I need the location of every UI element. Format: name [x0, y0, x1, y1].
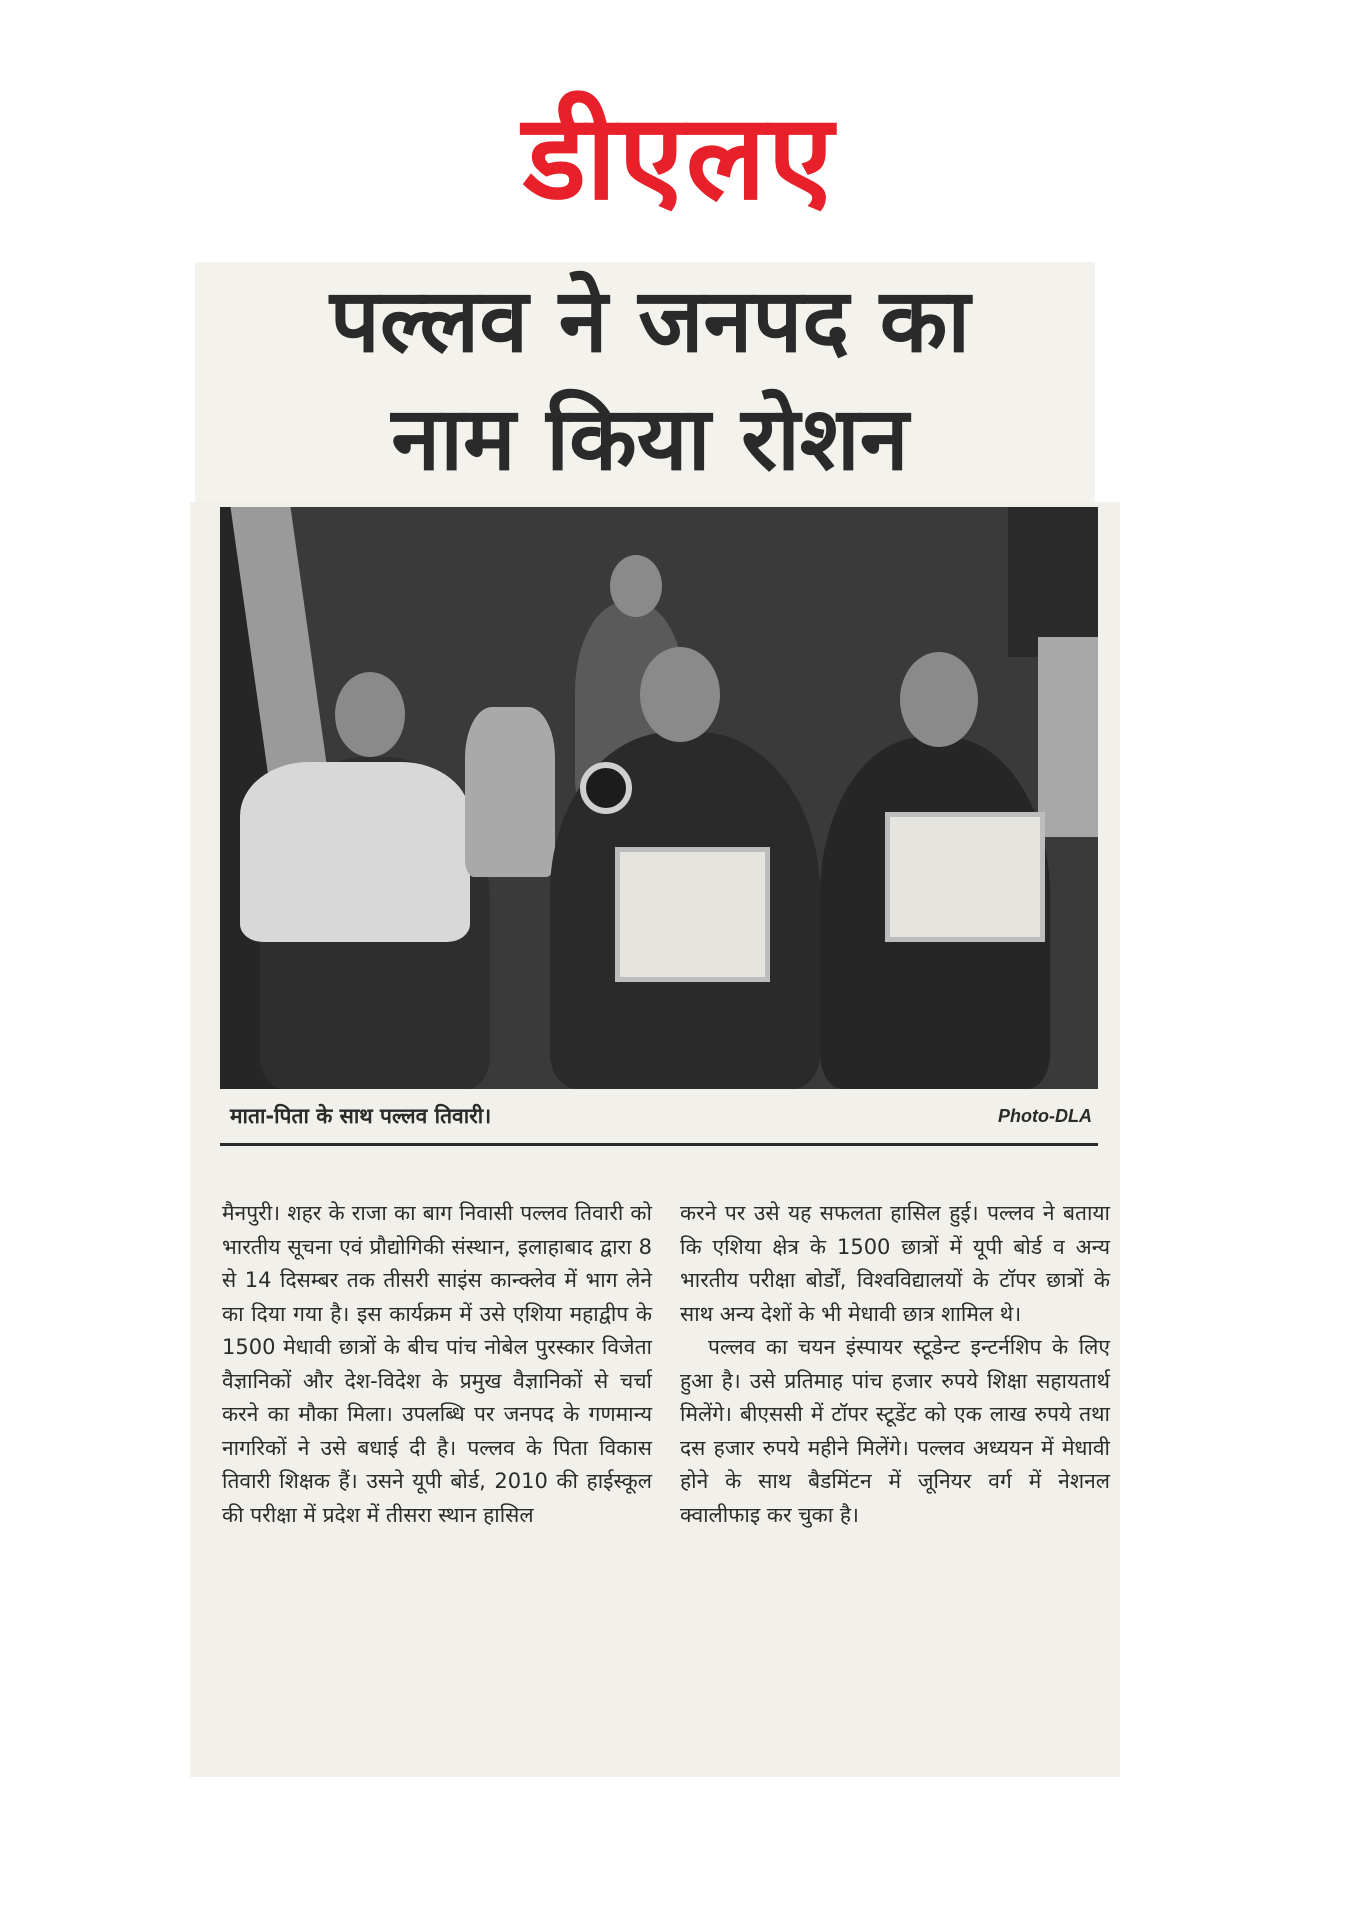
photo-chair — [465, 707, 555, 877]
headline-line-2: नाम किया रोशन — [391, 387, 909, 490]
microphone-icon — [580, 762, 632, 814]
headline-line-1: पल्लव ने जनपद का — [329, 269, 971, 372]
photo-shawl — [240, 762, 470, 942]
article-paragraph: पल्लव का चयन इंस्पायर स्टूडेन्ट इन्टर्नशिप के लिए हुआ है। उसे प्रतिमाह पांच हजार रुपये शिक्षा सहायतार्थ मिलेंगे। बीएससी में टॉपर स्टूडेंट को एक लाख रुपये तथा दस हजार रुपये महीने मिलेंगे। पल्लव अध्ययन में मेधावी होने के साथ बैडमिंटन में जूनियर वर्ग में नेशनल क्वालीफाइ कर चुका है। — [680, 1335, 1110, 1527]
photo-certificate — [885, 812, 1045, 942]
photo-curtain-right — [1008, 507, 1098, 657]
article-column-left — [222, 1197, 652, 1532]
article-column-right — [680, 1197, 1110, 1532]
caption-divider — [220, 1143, 1098, 1146]
photo-head — [610, 555, 662, 617]
photo-credit: Photo-DLA — [998, 1106, 1092, 1126]
photo-head — [640, 647, 720, 742]
photo-certificate — [615, 847, 770, 982]
photo-head — [335, 672, 405, 757]
article-paragraph: करने पर उसे यह सफलता हासिल हुई। पल्लव ने बताया कि एशिया क्षेत्र के 1500 छात्रों में यूपी बोर्ड व अन्य भारतीय परीक्षा बोर्डों, विश्वविद्यालयों के टॉपर छात्रों के साथ अन्य देशों के भी मेधावी छात्र शामिल थे। — [680, 1201, 1110, 1326]
article-headline — [200, 262, 1100, 498]
photo-caption-row — [220, 1098, 1098, 1138]
photo-caption: माता-पिता के साथ पल्लव तिवारी। — [230, 1104, 492, 1128]
photo-head — [900, 652, 978, 747]
news-photo — [220, 507, 1098, 1089]
photo-wall — [1038, 637, 1098, 837]
newspaper-masthead: डीएलए — [522, 88, 836, 226]
article-paragraph: मैनपुरी। शहर के राजा का बाग निवासी पल्लव तिवारी को भारतीय सूचना एवं प्रौद्योगिकी संस्थान, इलाहाबाद द्वारा 8 से 14 दिसम्बर तक तीसरी साइंस कान्क्लेव में भाग लेने का दिया गया है। इस कार्यक्रम में उसे एशिया महाद्वीप के 1500 मेधावी छात्रों के बीच पांच नोबेल पुरस्कार विजेता वैज्ञानिकों और देश-विदेश के प्रमुख वैज्ञानिकों से चर्चा करने का मौका मिला। उपलब्धि पर जनपद के गणमान्य नागरिकों ने उसे बधाई दी है। पल्लव के पिता विकास तिवारी शिक्षक हैं। उसने यूपी बोर्ड, 2010 की हाईस्कूल की परीक्षा में प्रदेश में तीसरा स्थान हासिल — [222, 1201, 652, 1527]
